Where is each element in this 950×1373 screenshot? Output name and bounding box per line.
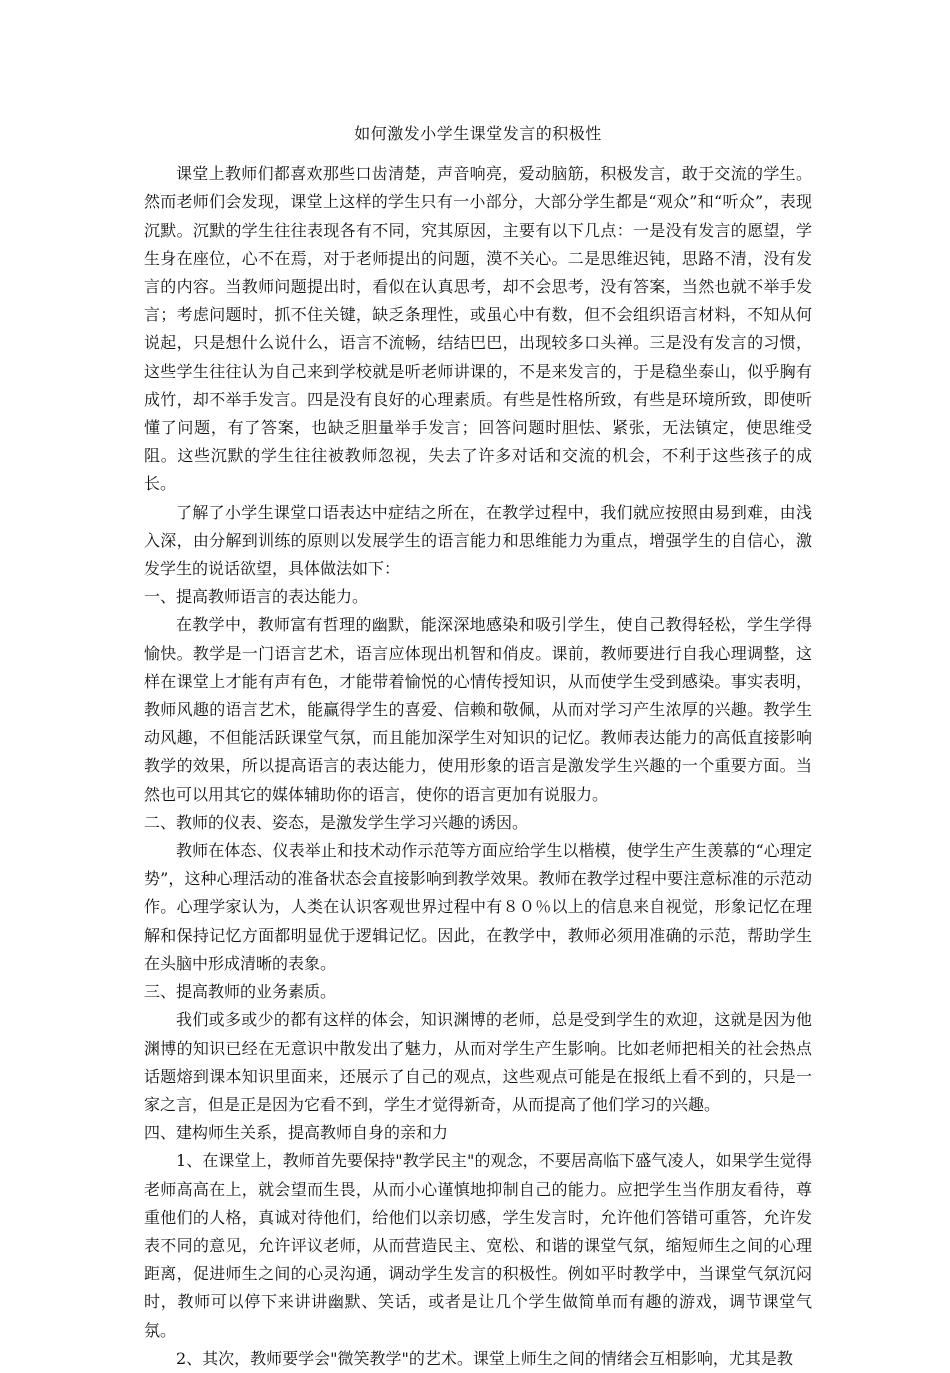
paragraph-intro: 课堂上教师们都喜欢那些口齿清楚，声音响亮，爱动脑筋，积极发言，敢于交流的学生。然而老师们会发现，课堂上这样的学生只有一小部分，大部分学生都是“观众”和“听众”，表现沉默。沉默的学生往往表现各有不同，究其原因，主要有以下几点：一是没有发言的愿望，学生身在座位，心不在焉，对于老师提出的问题，漠不关心。二是思维迟钝，思路不清，没有发言的内容。当教师问题提出时，看似在认真思考，却不会思考，没有答案，当然也就不举手发言；考虑问题时，抓不住关键，缺乏条理性，或虽心中有数，但不会组织语言材料，不知从何说起，只是想什么说什么，语言不流畅，结结巴巴，出现较多口头禅。三是没有发言的习惯，这些学生往往认为自己来到学校就是听老师讲课的，不是来发言的，于是稳坐泰山，似乎胸有成竹，却不举手发言。四是没有良好的心理素质。有些是性格所致，有些是环境所致，即使听懂了问题，有了答案，也缺乏胆量举手发言；回答问题时胆怯、紧张，无法镇定，使思维受阻。这些沉默的学生往往被教师忽视，失去了许多对话和交流的机会，不利于这些孩子的成长。 <box>144 164 812 494</box>
section-heading-1: 一、提高教师语言的表达能力。 <box>144 587 369 607</box>
paragraph-approach: 了解了小学生课堂口语表达中症结之所在，在教学过程中，我们就应按照由易到难，由浅入深，由分解到训练的原则以发展学生的语言能力和思维能力为重点，增强学生的自信心，激发学生的说话欲望，具体做法如下： <box>144 502 812 579</box>
paragraph-section-4-item-2: 2、其次，教师要学会"微笑教学"的艺术。课堂上师生之间的情绪会互相影响，尤其是教 <box>176 1348 793 1368</box>
paragraph-section-3: 我们或多或少的都有这样的体会，知识渊博的老师，总是受到学生的欢迎，这就是因为他渊博的知识已经在无意识中散发出了魅力，从而对学生产生影响。比如老师把相关的社会热点话题熔到课本知识里面来，还展示了自己的观点，这些观点可能是在报纸上看不到的，只是一家之言，但是正是因为它看不到，学生才觉得新奇，从而提高了他们学习的兴趣。 <box>144 1010 812 1114</box>
paragraph-section-1: 在教学中，教师富有哲理的幽默，能深深地感染和吸引学生，使自己教得轻松，学生学得愉快。教学是一门语言艺术，语言应体现出机智和俏皮。课前，教师要进行自我心理调整，这样在课堂上才能有声有色，才能带着愉悦的心情传授知识，从而使学生受到感染。事实表明，教师风趣的语言艺术，能赢得学生的喜爱、信赖和敬佩，从而对学习产生浓厚的兴趣。教学生动风趣，不但能活跃课堂气氛，而且能加深学生对知识的记忆。教师表达能力的高低直接影响教学的效果，所以提高语言的表达能力，使用形象的语言是激发学生兴趣的一个重要方面。当然也可以用其它的媒体辅助你的语言，使你的语言更加有说服力。 <box>144 615 812 804</box>
paragraph-section-4-item-1: 1、在课堂上，教师首先要保持"教学民主"的观念，不要居高临下盛气凌人，如果学生觉得老师高高在上，就会望而生畏，从而小心谨慎地抑制自己的能力。应把学生当作朋友看待，尊重他们的人格，真诚对待他们，给他们以亲切感，学生发言时，允许他们答错可重答，允许发表不同的意见，允许评议老师，从而营造民主、宽松、和谐的课堂气氛，缩短师生之间的心理距离，促进师生之间的心灵沟通，调动学生发言的积极性。例如平时教学中，当课堂气氛沉闷时，教师可以停下来讲讲幽默、笑话，或者是让几个学生做简单而有趣的游戏，调节课堂气氛。 <box>144 1151 812 1340</box>
paragraph-section-2: 教师在体态、仪表举止和技术动作示范等方面应给学生以楷模，使学生产生羡慕的“心理定势”，这种心理活动的准备状态会直接影响到教学效果。教师在教学过程中要注意标准的示范动作。心理学家认为，人类在认识客观世界过程中有８０％以上的信息来自视觉，形象记忆在理解和保持记忆方面都明显优于逻辑记忆。因此，在教学中，教师必须用准确的示范，帮助学生在头脑中形成清晰的表象。 <box>144 841 812 973</box>
section-heading-2: 二、教师的仪表、姿态，是激发学生学习兴趣的诱因。 <box>144 812 529 832</box>
section-heading-4: 四、建构师生关系，提高教师自身的亲和力 <box>144 1123 449 1143</box>
document-title: 如何激发小学生课堂发言的积极性 <box>354 124 602 143</box>
section-heading-3: 三、提高教师的业务素质。 <box>144 982 337 1002</box>
document-page <box>144 120 812 1373</box>
